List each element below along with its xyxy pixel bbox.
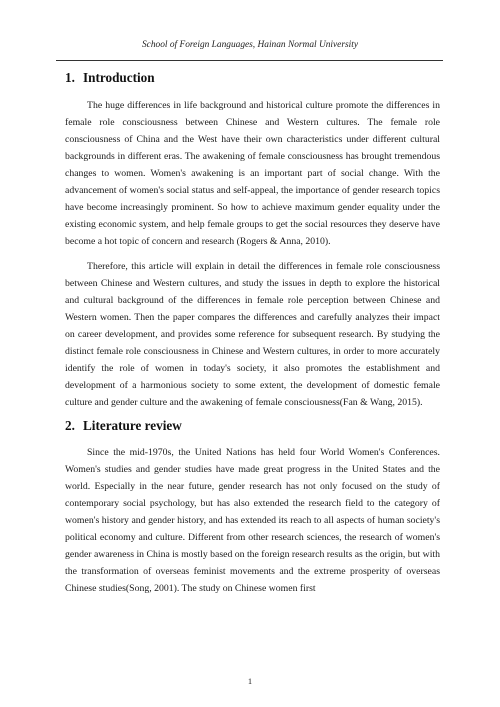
section-title: Introduction: [83, 70, 155, 85]
page-body: [65, 69, 440, 597]
paragraph: Since the mid-1970s, the United Nations has held four World Women's Conferences. Women's studies and gender studies have made great progress in the United States and the world. Especially in the near future, gender research has not only focused on the study of contemporary social psychology, but has also extended the research field to the category of women's history and gender history, and has extended its reach to all aspects of human society's political economy and culture. Different from other research sciences, the research of women's gender awareness in China is mostly based on the foreign research results as the origin, but with the transformation of overseas feminist movements and the extreme prosperity of overseas Chinese studies(Song, 2001). The study on Chinese women first: [65, 447, 441, 594]
section-title: Literature review: [83, 418, 182, 433]
section-number: 2.: [65, 418, 75, 433]
section-heading-literature-review: [65, 417, 440, 435]
header-rule: [56, 60, 443, 61]
running-header: School of Foreign Languages, Hainan Normal University: [141, 40, 359, 50]
page-number: 1: [247, 676, 253, 686]
paragraph: The huge differences in life background and historical culture promote the differences in female role consciousness between Chinese and Western cultures. The female role consciousness of China and the West have their own characteristics under different cultural backgrounds in different eras. The awakening of female consciousness has brought tremendous changes to women. Women's awakening is an important part of social change. With the advancement of women's social status and self-appeal, the importance of gender research topics have become increasingly prominent. So how to achieve maximum gender equality under the existing economic system, and help female groups to get the social resources they deserve have become a hot topic of concern and research (Rogers & Anna, 2010).: [65, 100, 440, 247]
section-number: 1.: [65, 70, 75, 85]
paragraph: Therefore, this article will explain in detail the differences in female role consciousness between Chinese and Western cultures, and study the issues in depth to explore the historical and cultural background of the differences in female role perception between Chinese and Western women. Then the paper compares the differences and carefully analyzes their impact on career development, and provides some reference for subsequent research. By studying the distinct female role consciousness in Chinese and Western cultures, in order to more accurately identify the role of women in today's society, it also promotes the establishment and development of a harmonious society to some extent, the development of domestic female culture and gender culture and the awakening of female consciousness(Fan & Wang, 2015).: [65, 261, 440, 408]
section-heading-introduction: [65, 69, 440, 87]
